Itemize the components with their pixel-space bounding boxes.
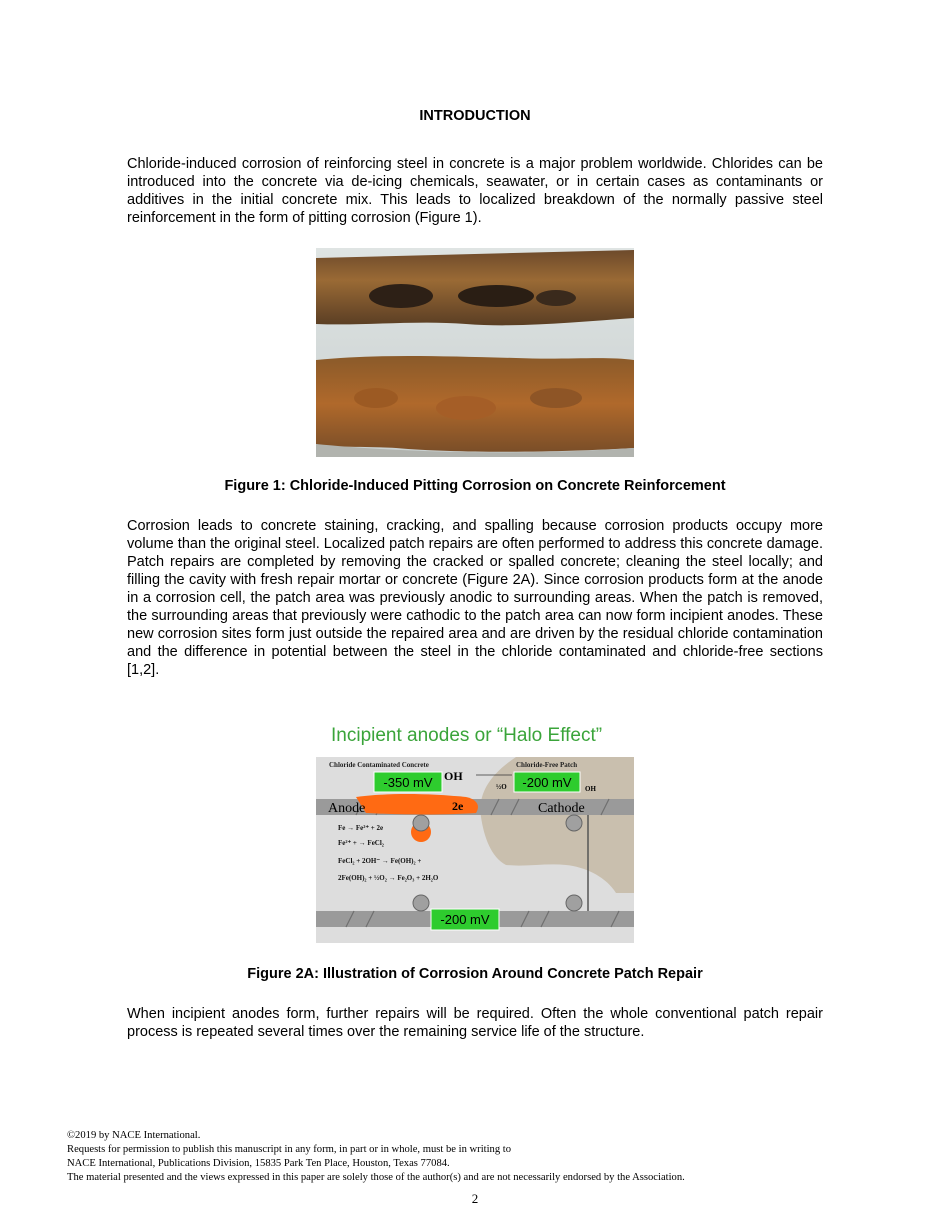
figure-1-caption: Figure 1: Chloride-Induced Pitting Corrosion on Concrete Reinforcement (224, 478, 726, 494)
diagram-title: Incipient anodes or “Halo Effect” (331, 725, 603, 746)
section-heading: INTRODUCTION (419, 108, 531, 124)
footer-line: Requests for permission to publish this manuscript in any form, in part or in whole, must be in writing to (67, 1144, 512, 1155)
half-o2: ½O (496, 783, 507, 791)
badge-mv-bottom: -200 mV (440, 912, 490, 927)
oh-left: OH (444, 769, 463, 783)
figure-2a-diagram (316, 717, 634, 943)
label-cathode: Cathode (538, 801, 585, 816)
badge-mv-right: -200 mV (522, 775, 572, 790)
page-number: 2 (471, 1191, 479, 1206)
paragraph-incipient-anodes: When incipient anodes form, further repairs will be required. Often the whole conventional patch repair process is repeated several times over the remaining service life of the structure. (127, 1006, 823, 1040)
label-anode: Anode (328, 801, 366, 816)
reaction-line: Fe²⁺ + → FeCl₂ (338, 839, 384, 847)
figure-1-image (316, 248, 634, 457)
label-electrons: 2e (452, 799, 464, 813)
label-patch: Chloride-Free Patch (516, 761, 578, 769)
label-contaminated: Chloride Contaminated Concrete (329, 761, 429, 769)
paragraph-patch-repair: Corrosion leads to concrete staining, cracking, and spalling because corrosion products occupy more volume than the original steel. Localized patch repairs are often performed to address this concrete damage. Patch repairs are completed by removing the cracked or spalled concrete; cleaning the steel locally; and filling the cavity with fresh repair mortar or concrete (Figure 2A). Since corrosion products form at the anode in a corrosion cell, the patch area was previously anodic to surrounding areas. When the patch is removed, the surrounding areas that previously were cathodic to the patch area can now form incipient anodes. These new corrosion sites form just outside the repaired area and are driven by the residual chloride contamination and the difference in potential between the steel in the chloride contaminated and chloride-free sections [1,2]. (127, 518, 823, 678)
reaction-line: FeCl₂ + 2OH⁻ → Fe(OH)₂ + (338, 857, 422, 865)
copyright-footer (67, 1129, 685, 1185)
footer-line: NACE International, Publications Division, 15835 Park Ten Place, Houston, Texas 77084. (67, 1158, 450, 1169)
reaction-line: Fe → Fe²⁺ + 2e (338, 824, 384, 832)
footer-line: The material presented and the views expressed in this paper are solely those of the author(s) and are not necessarily endorsed by the Association. (67, 1172, 685, 1183)
reaction-line: 2Fe(OH)₂ + ½O₂ → Fe₂O₃ + 2H₂O (338, 874, 439, 882)
paragraph-intro: Chloride-induced corrosion of reinforcing steel in concrete is a major problem worldwide. Chlorides can be introduced into the concrete via de-icing chemicals, seawater, or in certain cases as contaminants or additives in the initial concrete mix. This leads to localized breakdown of the normally passive steel reinforcement in the form of pitting corrosion (Figure 1). (127, 156, 823, 226)
figure-2a-caption: Figure 2A: Illustration of Corrosion Around Concrete Patch Repair (247, 966, 703, 982)
footer-line: ©2019 by NACE International. (67, 1130, 201, 1141)
oh-right: OH (585, 785, 596, 793)
badge-mv-left: -350 mV (383, 775, 433, 790)
